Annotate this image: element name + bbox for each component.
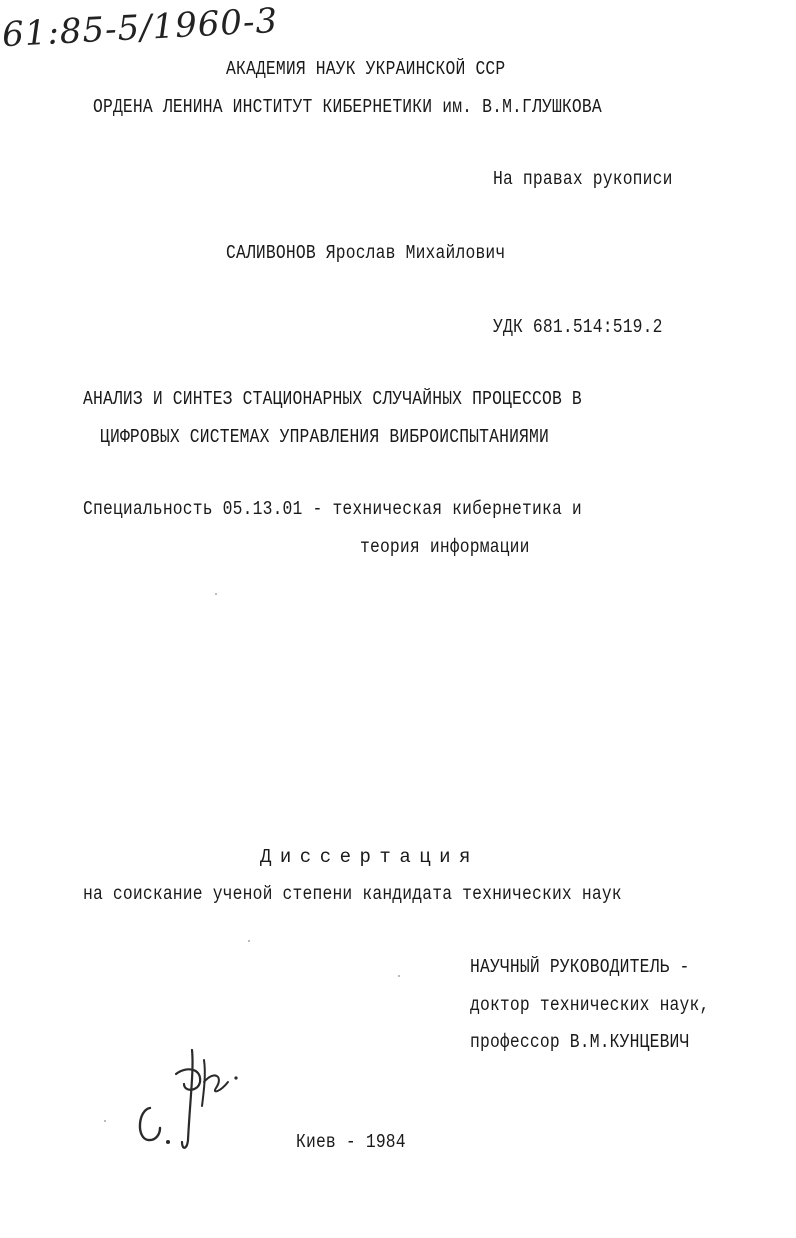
- city-year: Киев - 1984: [296, 1131, 406, 1153]
- author-name: САЛИВОНОВ Ярослав Михайлович: [226, 242, 506, 264]
- handwritten-signature: [120, 1030, 250, 1160]
- manuscript-rights: На правах рукописи: [493, 168, 673, 190]
- paper-speck: [104, 1120, 106, 1122]
- thesis-title-line-2: ЦИФРОВЫХ СИСТЕМАХ УПРАВЛЕНИЯ ВИБРОИСПЫТАНИЯМИ: [100, 426, 550, 448]
- dissertation-heading: Диссертация: [260, 846, 479, 868]
- paper-speck: [398, 975, 400, 977]
- specialty-line-1: Специальность 05.13.01 - техническая кибернетика и: [83, 498, 582, 520]
- thesis-title-line-1: АНАЛИЗ И СИНТЕЗ СТАЦИОНАРНЫХ СЛУЧАЙНЫХ ПРОЦЕССОВ В: [83, 388, 582, 410]
- supervisor-degree: доктор технических наук,: [470, 994, 710, 1016]
- dissertation-subtitle: на соискание ученой степени кандидата технических наук: [83, 883, 622, 905]
- specialty-line-2: теория информации: [360, 536, 530, 558]
- handwritten-catalog-code: 61:85-5/1960-3: [1, 0, 280, 56]
- institute-name: ОРДЕНА ЛЕНИНА ИНСТИТУТ КИБЕРНЕТИКИ им. В.М.ГЛУШКОВА: [93, 96, 602, 118]
- paper-speck: [248, 940, 250, 942]
- supervisor-role: НАУЧНЫЙ РУКОВОДИТЕЛЬ -: [470, 956, 690, 978]
- academy-name: АКАДЕМИЯ НАУК УКРАИНСКОЙ ССР: [226, 58, 506, 80]
- udc-code: УДК 681.514:519.2: [493, 316, 663, 338]
- supervisor-name: профессор В.М.КУНЦЕВИЧ: [470, 1031, 690, 1053]
- paper-speck: [215, 593, 217, 595]
